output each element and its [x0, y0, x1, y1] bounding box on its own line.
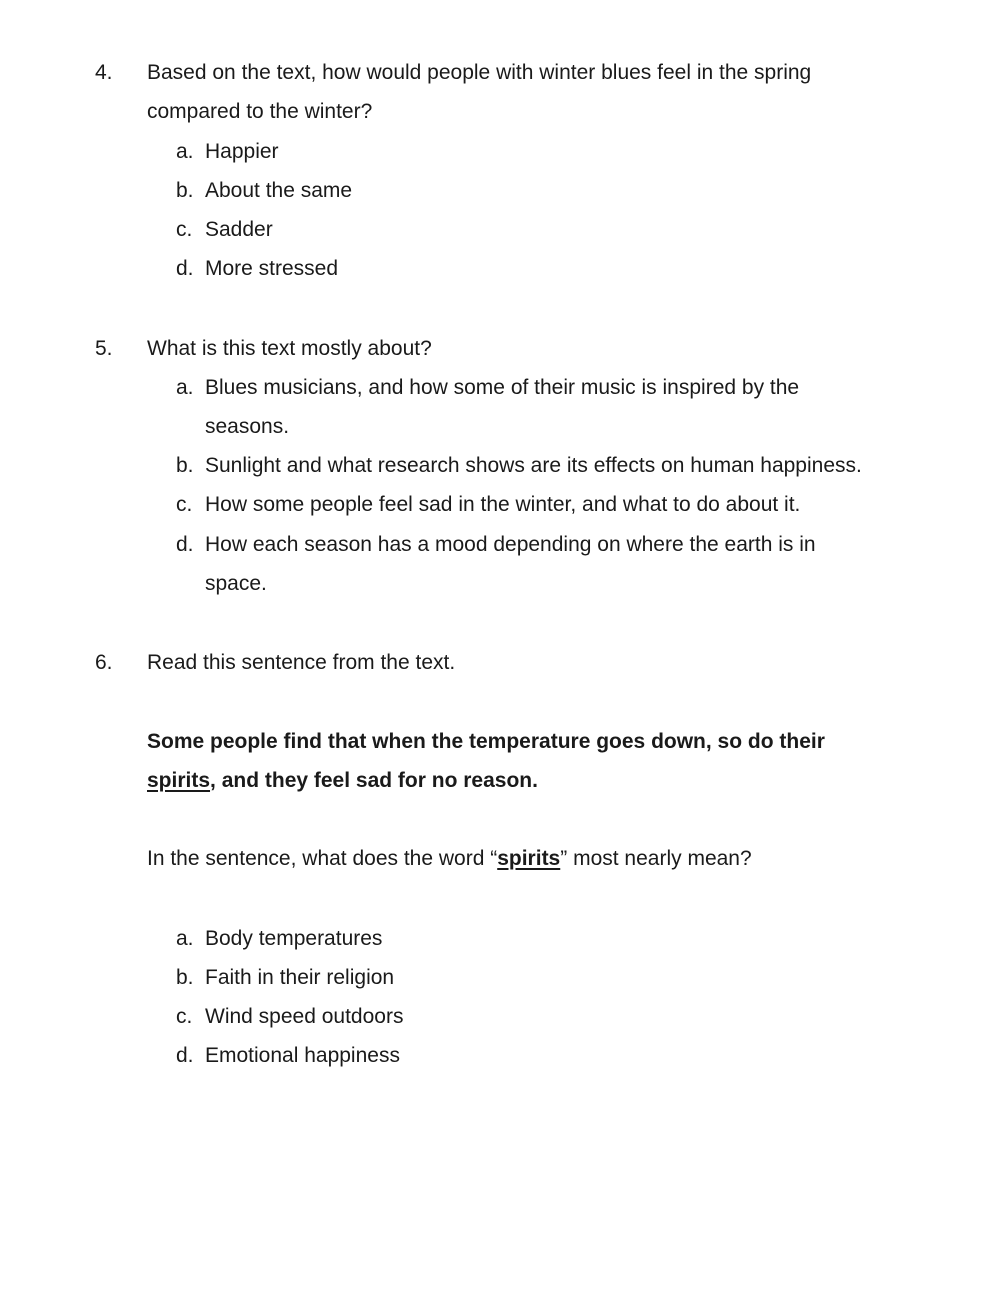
option-letter: a. [176, 927, 194, 950]
quote-line [147, 761, 538, 800]
option-line: space. [205, 572, 267, 595]
option-line: Blues musicians, and how some of their music is inspired by the [205, 376, 800, 399]
prompt-line: Read this sentence from the text. [147, 651, 456, 674]
option-letter: c. [176, 1005, 193, 1028]
quote-line-rest: , and they feel sad for no reason. [210, 769, 538, 792]
option-text: Sunlight and what research shows are its effects on human happiness. [205, 454, 862, 477]
option-text: How some people feel sad in the winter, and what to do about it. [205, 493, 801, 516]
question-line [147, 839, 752, 878]
option-letter: b. [176, 966, 194, 989]
option-text: Faith in their religion [205, 966, 395, 989]
option-letter: a. [176, 376, 194, 399]
option-text: Emotional happiness [205, 1044, 400, 1067]
question-number: 6. [95, 651, 113, 674]
option-text: Happier [205, 140, 279, 163]
prompt-line: What is this text mostly about? [147, 337, 432, 360]
prompt-line: compared to the winter? [147, 100, 373, 123]
option-letter: c. [176, 493, 193, 516]
question-number: 4. [95, 61, 113, 84]
question-after: ” most nearly mean? [560, 847, 752, 870]
option-letter: b. [176, 454, 194, 477]
option-letter: b. [176, 179, 194, 202]
question-number: 5. [95, 337, 113, 360]
target-word: spirits [497, 847, 561, 870]
option-letter: d. [176, 1044, 194, 1067]
option-text: About the same [205, 179, 353, 202]
option-text: More stressed [205, 257, 339, 280]
option-text: Sadder [205, 218, 273, 241]
option-letter: d. [176, 533, 194, 556]
option-text: Wind speed outdoors [205, 1005, 404, 1028]
quote-line: Some people find that when the temperature goes down, so do their [147, 730, 825, 753]
option-line: seasons. [205, 415, 290, 438]
question-before: In the sentence, what does the word “ [147, 847, 498, 870]
option-line: How each season has a mood depending on where the earth is in [205, 533, 816, 556]
prompt-line: Based on the text, how would people with winter blues feel in the spring [147, 61, 812, 84]
underlined-word: spirits [147, 769, 211, 792]
option-text: Body temperatures [205, 927, 383, 950]
option-letter: c. [176, 218, 193, 241]
option-letter: d. [176, 257, 194, 280]
option-letter: a. [176, 140, 194, 163]
